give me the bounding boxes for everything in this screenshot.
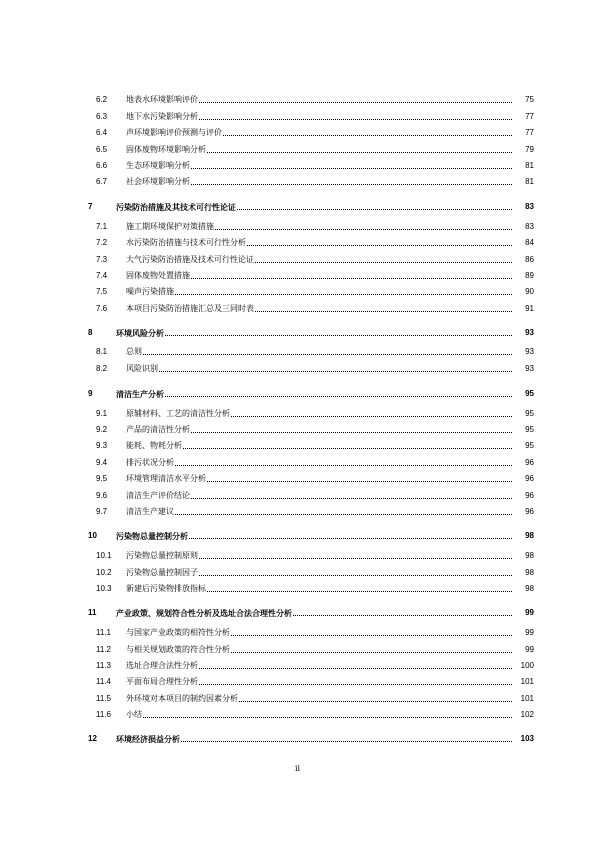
toc-entry-number: 10.2 (96, 568, 112, 577)
toc-section-entry[interactable] (0, 159, 595, 173)
toc-entry-title: 产品的清洁性分析 (126, 423, 191, 437)
toc-entry-page-number: 101 (512, 675, 534, 689)
toc-entry-title: 风险识别 (126, 362, 159, 376)
toc-entry-page-number: 99 (512, 606, 534, 620)
toc-entry-page-number: 95 (512, 407, 534, 421)
toc-entry-page-number: 95 (512, 439, 534, 453)
toc-entry-page-number: 98 (512, 529, 534, 543)
toc-dot-leader (126, 362, 512, 376)
toc-entry-number: 9.2 (96, 425, 108, 434)
toc-chapter-entry[interactable] (0, 326, 595, 340)
toc-entry-number: 8.2 (96, 364, 108, 373)
toc-entry-number: 10.1 (96, 551, 112, 560)
toc-entry-title: 环境风险分析 (116, 328, 164, 338)
toc-entry-page-number: 99 (512, 626, 534, 640)
toc-chapter-entry[interactable] (0, 200, 595, 214)
toc-chapter-entry[interactable] (0, 529, 595, 543)
toc-section-entry[interactable] (0, 675, 595, 689)
toc-entry-page-number: 93 (512, 362, 534, 376)
toc-entry-page-number: 77 (512, 126, 534, 140)
toc-entry-title: 本项目污染防治措施汇总及三同时表 (126, 302, 255, 316)
toc-entry-page-number: 83 (512, 200, 534, 214)
toc-entry-page-number: 75 (512, 93, 534, 107)
toc-entry-page-number: 79 (512, 143, 534, 157)
toc-entry-number: 7.4 (96, 271, 108, 280)
toc-section-entry[interactable] (0, 505, 595, 519)
toc-section-entry[interactable] (0, 549, 595, 563)
toc-entry-page-number: 95 (512, 423, 534, 437)
toc-section-entry[interactable] (0, 456, 595, 470)
toc-entry-title: 社会环境影响分析 (126, 175, 191, 189)
toc-entry-number: 11.5 (96, 694, 111, 703)
toc-entry-number: 6.5 (96, 145, 108, 154)
toc-entry-page-number: 101 (512, 692, 534, 706)
toc-section-entry[interactable] (0, 93, 595, 107)
toc-entry-title: 排污状况分析 (126, 456, 175, 470)
toc-entry-number: 11.2 (96, 645, 111, 654)
toc-entry-title: 产业政策、规划符合性分析及选址合法合理性分析 (116, 608, 292, 618)
toc-entry-title: 外环境对本项目的制约因素分析 (126, 692, 239, 706)
toc-dot-leader (126, 285, 512, 299)
toc-entry-title: 污染物总量控制分析 (116, 531, 188, 541)
toc-entry-page-number: 103 (512, 732, 534, 746)
toc-entry-title: 固体废物处置措施 (126, 269, 191, 283)
toc-section-entry[interactable] (0, 220, 595, 234)
toc-section-entry[interactable] (0, 643, 595, 657)
toc-chapter-entry[interactable] (0, 606, 595, 620)
toc-entry-title: 固体废物环境影响分析 (126, 143, 207, 157)
toc-entry-page-number: 89 (512, 269, 534, 283)
toc-section-entry[interactable] (0, 692, 595, 706)
toc-entry-title: 能耗、物耗分析 (126, 439, 183, 453)
toc-entry-number: 10.3 (96, 584, 112, 593)
toc-entry-title: 水污染防治措施与技术可行性分析 (126, 236, 247, 250)
toc-entry-page-number: 102 (512, 708, 534, 722)
toc-section-entry[interactable] (0, 236, 595, 250)
toc-entry-title: 大气污染防治措施及技术可行性论证 (126, 253, 255, 267)
toc-entry-title: 原辅材料、工艺的清洁性分析 (126, 407, 231, 421)
toc-entry-number: 11.6 (96, 710, 111, 719)
toc-entry-title: 污染防治措施及其技术可行性论证 (116, 202, 236, 212)
toc-section-entry[interactable] (0, 489, 595, 503)
toc-entry-title: 清洁生产分析 (116, 389, 164, 399)
toc-entry-number: 9 (88, 389, 93, 398)
toc-entry-page-number: 91 (512, 302, 534, 316)
toc-section-entry[interactable] (0, 472, 595, 486)
toc-entry-number: 9.6 (96, 491, 108, 500)
toc-entry-title: 环境管理清洁水平分析 (126, 472, 207, 486)
toc-entry-title: 地下水污染影响分析 (126, 110, 199, 124)
toc-entry-title: 环境经济损益分析 (116, 734, 180, 744)
toc-entry-page-number: 100 (512, 659, 534, 673)
toc-entry-title: 平面布局合理性分析 (126, 675, 199, 689)
toc-entry-page-number: 96 (512, 456, 534, 470)
toc-section-entry[interactable] (0, 659, 595, 673)
toc-entry-page-number: 96 (512, 505, 534, 519)
toc-entry-page-number: 84 (512, 236, 534, 250)
toc-entry-number: 12 (88, 734, 97, 743)
toc-entry-number: 11 (88, 608, 97, 617)
toc-entry-page-number: 81 (512, 175, 534, 189)
toc-entry-number: 10 (88, 531, 97, 540)
toc-section-entry[interactable] (0, 302, 595, 316)
toc-entry-page-number: 93 (512, 326, 534, 340)
toc-entry-number: 9.7 (96, 507, 108, 516)
toc-section-entry[interactable] (0, 175, 595, 189)
toc-entry-page-number: 77 (512, 110, 534, 124)
toc-entry-title: 新建后污染物排放指标 (126, 582, 207, 596)
toc-entry-title: 与国家产业政策的相符性分析 (126, 626, 231, 640)
toc-entry-number: 6.2 (96, 95, 108, 104)
toc-dot-leader (126, 505, 512, 519)
toc-dot-leader (116, 326, 512, 340)
toc-entry-number: 9.5 (96, 474, 108, 483)
toc-entry-title: 总则 (126, 345, 143, 359)
toc-entry-title: 噪声污染措施 (126, 285, 175, 299)
toc-entry-page-number: 90 (512, 285, 534, 299)
toc-section-entry[interactable] (0, 345, 595, 359)
toc-entry-number: 9.3 (96, 441, 108, 450)
toc-dot-leader (126, 439, 512, 453)
toc-entry-title: 清洁生产建议 (126, 505, 175, 519)
toc-entry-title: 清洁生产评价结论 (126, 489, 191, 503)
toc-entry-page-number: 98 (512, 582, 534, 596)
toc-entry-number: 7.3 (96, 255, 108, 264)
toc-entry-number: 7.1 (96, 222, 108, 231)
toc-section-entry[interactable] (0, 626, 595, 640)
toc-entry-page-number: 83 (512, 220, 534, 234)
toc-entry-number: 11.4 (96, 677, 111, 686)
toc-entry-number: 9.4 (96, 458, 108, 467)
toc-section-entry[interactable] (0, 253, 595, 267)
toc-section-entry[interactable] (0, 708, 595, 722)
toc-dot-leader (126, 456, 512, 470)
toc-entry-title: 声环境影响评价预测与评价 (126, 126, 223, 140)
toc-entry-number: 9.1 (96, 409, 108, 418)
toc-entry-title: 施工期环境保护对策措施 (126, 220, 215, 234)
toc-entry-page-number: 98 (512, 566, 534, 580)
toc-entry-number: 7 (88, 202, 93, 211)
toc-entry-title: 选址合理合法性分析 (126, 659, 199, 673)
toc-section-entry[interactable] (0, 285, 595, 299)
toc-entry-title: 污染物总量控制因子 (126, 566, 199, 580)
toc-entry-number: 6.4 (96, 128, 108, 137)
toc-entry-title: 地表水环境影响评价 (126, 93, 199, 107)
toc-section-entry[interactable] (0, 143, 595, 157)
toc-section-entry[interactable] (0, 439, 595, 453)
toc-entry-number: 7.6 (96, 304, 108, 313)
toc-entry-number: 11.3 (96, 661, 111, 670)
toc-chapter-entry[interactable] (0, 732, 595, 746)
toc-section-entry[interactable] (0, 582, 595, 596)
toc-entry-page-number: 95 (512, 387, 534, 401)
toc-dot-leader (116, 387, 512, 401)
toc-entry-title: 小结 (126, 708, 143, 722)
toc-entry-number: 11.1 (96, 628, 111, 637)
toc-dot-leader (126, 345, 512, 359)
toc-entry-number: 8 (88, 328, 93, 337)
toc-section-entry[interactable] (0, 126, 595, 140)
toc-section-entry[interactable] (0, 423, 595, 437)
toc-entry-title: 生态环境影响分析 (126, 159, 191, 173)
toc-section-entry[interactable] (0, 110, 595, 124)
toc-section-entry[interactable] (0, 269, 595, 283)
toc-entry-title: 污染物总量控制原则 (126, 549, 199, 563)
toc-entry-number: 6.3 (96, 112, 108, 121)
toc-section-entry[interactable] (0, 362, 595, 376)
toc-section-entry[interactable] (0, 566, 595, 580)
toc-entry-page-number: 81 (512, 159, 534, 173)
toc-entry-page-number: 93 (512, 345, 534, 359)
toc-entry-number: 6.7 (96, 177, 108, 186)
toc-entry-page-number: 99 (512, 643, 534, 657)
toc-entry-page-number: 96 (512, 472, 534, 486)
toc-entry-page-number: 98 (512, 549, 534, 563)
toc-entry-title: 与相关规划政策的符合性分析 (126, 643, 231, 657)
toc-entry-number: 7.5 (96, 287, 108, 296)
toc-entry-number: 7.2 (96, 238, 108, 247)
toc-entry-number: 6.6 (96, 161, 108, 170)
toc-entry-number: 8.1 (96, 347, 108, 356)
toc-entry-page-number: 86 (512, 253, 534, 267)
toc-dot-leader (126, 708, 512, 722)
toc-section-entry[interactable] (0, 407, 595, 421)
toc-entry-page-number: 96 (512, 489, 534, 503)
toc-chapter-entry[interactable] (0, 387, 595, 401)
page-number-footer: ii (294, 764, 301, 773)
